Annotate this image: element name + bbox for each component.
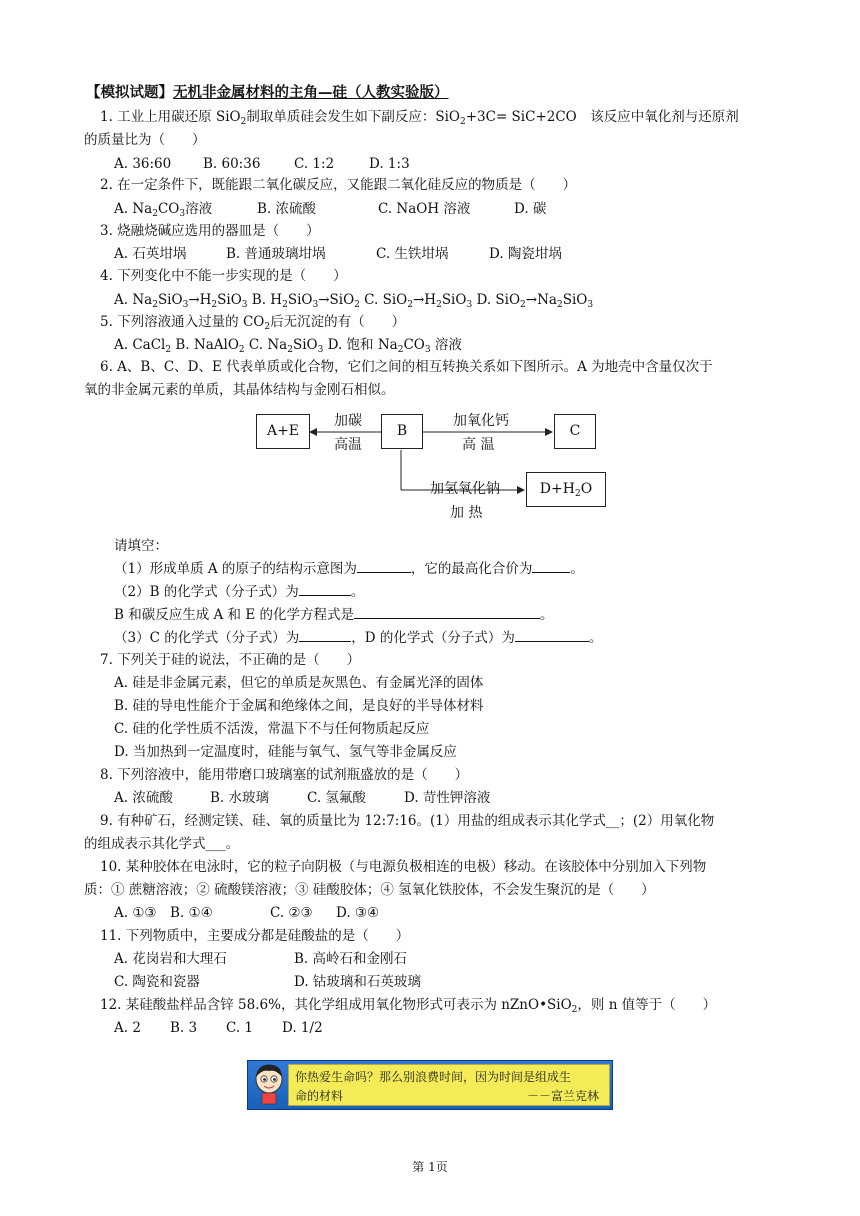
q8-stem: 8. 下列溶液中，能用带磨口玻璃塞的试剂瓶盛放的是（ ）	[100, 767, 469, 783]
q1-stem: 1. 工业上用碳还原 SiO$_2$制取单质硅会发生如下副反应：SiO$_2$+3C= SiC+2CO 该反应中氧化剂与还原剂	[100, 109, 739, 127]
q1-option-c: C. 1:2	[294, 156, 335, 172]
q8-option-b: B. 水玻璃	[210, 790, 270, 806]
box-c: C	[554, 414, 596, 449]
q2-option-d: D. 碳	[514, 201, 547, 217]
q2-option-a: A. $Na_2CO_3$溶液	[114, 201, 213, 219]
q9-stem-cont: 的组成表示其化学式___。	[84, 836, 240, 852]
q3-option-b: B. 普通玻璃坩埚	[226, 246, 326, 262]
q3-option-d: D. 陶瓷坩埚	[489, 246, 562, 262]
label-add-naoh: 加氢氧化钠	[430, 481, 500, 497]
q6-part2-equation: B 和碳反应生成 A 和 E 的化学方程式是 。	[114, 607, 554, 623]
q3-stem: 3. 烧融烧碱应选用的器皿是（ ）	[100, 223, 320, 239]
q7-option-d: D. 当加热到一定温度时，硅能与氧气、氢气等非金属反应	[114, 744, 457, 760]
q2-stem: 2. 在一定条件下，既能跟二氧化碳反应，又能跟二氧化硅反应的物质是（ ）	[100, 177, 577, 193]
quote-box	[288, 1064, 610, 1106]
q9-stem: 9. 有种矿石，经测定镁、硅、氧的质量比为 12:7:16。(1）用盐的组成表示其化学式__；(2）用氧化物	[100, 813, 715, 829]
label-add-carbon: 加碳	[334, 413, 362, 429]
q10-option-b: B. ①④	[170, 905, 213, 921]
q11-stem: 11. 下列物质中，主要成分都是硅酸盐的是（ ）	[100, 928, 410, 944]
quote-author: －－富兰克林	[526, 1089, 599, 1103]
q6-part3: （3）C 的化学式（分子式）为 ，D 的化学式（分子式）为 。	[114, 630, 603, 646]
q1-option-d: D. 1:3	[369, 156, 410, 172]
q10-stem-cont: 质：① 蔗糖溶液；② 硫酸镁溶液；③ 硅酸胶体；④ 氢氧化铁胶体，不会发生聚沉的是（ ）	[84, 882, 655, 898]
q6-fill-label: 请填空：	[114, 538, 168, 554]
q2-option-c: C. NaOH 溶液	[378, 201, 471, 217]
q5-stem: 5. 下列溶液通入过量的 $CO_2$后无沉淀的有（ ）	[100, 314, 406, 332]
label-heat: 加 热	[450, 505, 483, 521]
quote-line1: 你热爱生命吗？那么别浪费时间，因为时间是组成生	[295, 1070, 572, 1084]
q3-option-a: A. 石英坩埚	[114, 246, 187, 262]
q12-option-b: B. 3	[170, 1020, 198, 1036]
q8-option-d: D. 苛性钾溶液	[404, 790, 491, 806]
page-number: 第 1页	[412, 1160, 448, 1174]
cartoon-boy-icon	[254, 1063, 284, 1105]
q12-stem: 12. 某硅酸盐样品含锌 58.6%，其化学组成用氧化物形式可表示为 nZnO•SiO$_2$，则 n 值等于（ ）	[100, 997, 717, 1015]
q10-option-d: D. ③④	[336, 905, 380, 921]
q7-stem: 7. 下列关于硅的说法，不正确的是（ ）	[100, 652, 361, 668]
q1-stem-cont: 的质量比为（ ）	[84, 132, 206, 148]
quote-line2: 命的材料	[295, 1089, 344, 1103]
label-high-temp-right: 高 温	[462, 437, 495, 453]
box-a-plus-e: A+E	[256, 414, 310, 449]
q10-option-c: C. ②③	[270, 905, 313, 921]
title-text: 无机非金属材料的主角—硅（人教实验版）	[173, 84, 449, 101]
q6-stem: 6. A、B、C、D、E 代表单质或化合物，它们之间的相互转换关系如下图所示。A 为地壳中含量仅次于	[100, 359, 713, 375]
q12-option-a: A. 2	[114, 1020, 141, 1036]
label-add-cao: 加氧化钙	[453, 413, 509, 429]
q7-option-a: A. 硅是非金属元素，但它的单质是灰黑色、有金属光泽的固体	[114, 675, 484, 691]
label-high-temp-left: 高温	[334, 437, 362, 453]
q8-option-a: A. 浓硫酸	[114, 790, 173, 806]
q3-option-c: C. 生铁坩埚	[376, 246, 449, 262]
q6-part1: （1）形成单质 A 的原子的结构示意图为 ，它的最高化合价为 。	[114, 561, 584, 577]
q4-options: A. $Na_2SiO_3\to H_2SiO_3$ B. $H_2SiO_3\to SiO_2$ C. $SiO_2\to H_2SiO_3$ D. $SiO_2\to Na_2SiO_3$	[114, 292, 594, 310]
q6-part2: （2）B 的化学式（分子式）为 。	[114, 584, 365, 600]
q12-option-c: C. 1	[226, 1020, 254, 1036]
q6-stem-cont: 氧的非金属元素的单质，其晶体结构与金刚石相似。	[84, 382, 395, 398]
q10-stem: 10. 某种胶体在电泳时，它的粒子向阴极（与电源负极相连的电极）移动。在该胶体中分别加入下列物	[100, 859, 707, 875]
q7-option-c: C. 硅的化学性质不活泼，常温下不与任何物质起反应	[114, 721, 430, 737]
q8-option-c: C. 氢氟酸	[307, 790, 366, 806]
q4-stem: 4. 下列变化中不能一步实现的是（ ）	[100, 268, 347, 284]
title-bracket: 【模拟试题】	[86, 84, 173, 101]
q2-option-b: B. 浓硫酸	[257, 201, 317, 217]
box-b: B	[381, 414, 423, 449]
q11-option-c: C. 陶瓷和瓷器	[114, 974, 200, 990]
q1-option-a: A. 36:60	[114, 156, 172, 172]
box-d-plus-h2o: $D+H_2O$	[526, 472, 606, 507]
q5-options: A. CaCl$_2$ B. NaAlO$_2$ C. $Na_2SiO_3$ D. 饱和 $Na_2CO_3$ 溶液	[114, 337, 462, 355]
q12-option-d: D. 1/2	[282, 1020, 323, 1036]
q11-option-b: B. 高岭石和金刚石	[294, 951, 408, 967]
q1-option-b: B. 60:36	[203, 156, 261, 172]
quote-banner	[247, 1060, 613, 1110]
q10-option-a: A. ①③	[114, 905, 157, 921]
q11-option-a: A. 花岗岩和大理石	[114, 951, 227, 967]
q7-option-b: B. 硅的导电性能介于金属和绝缘体之间，是良好的半导体材料	[114, 698, 484, 714]
q11-option-d: D. 钴玻璃和石英玻璃	[294, 974, 421, 990]
